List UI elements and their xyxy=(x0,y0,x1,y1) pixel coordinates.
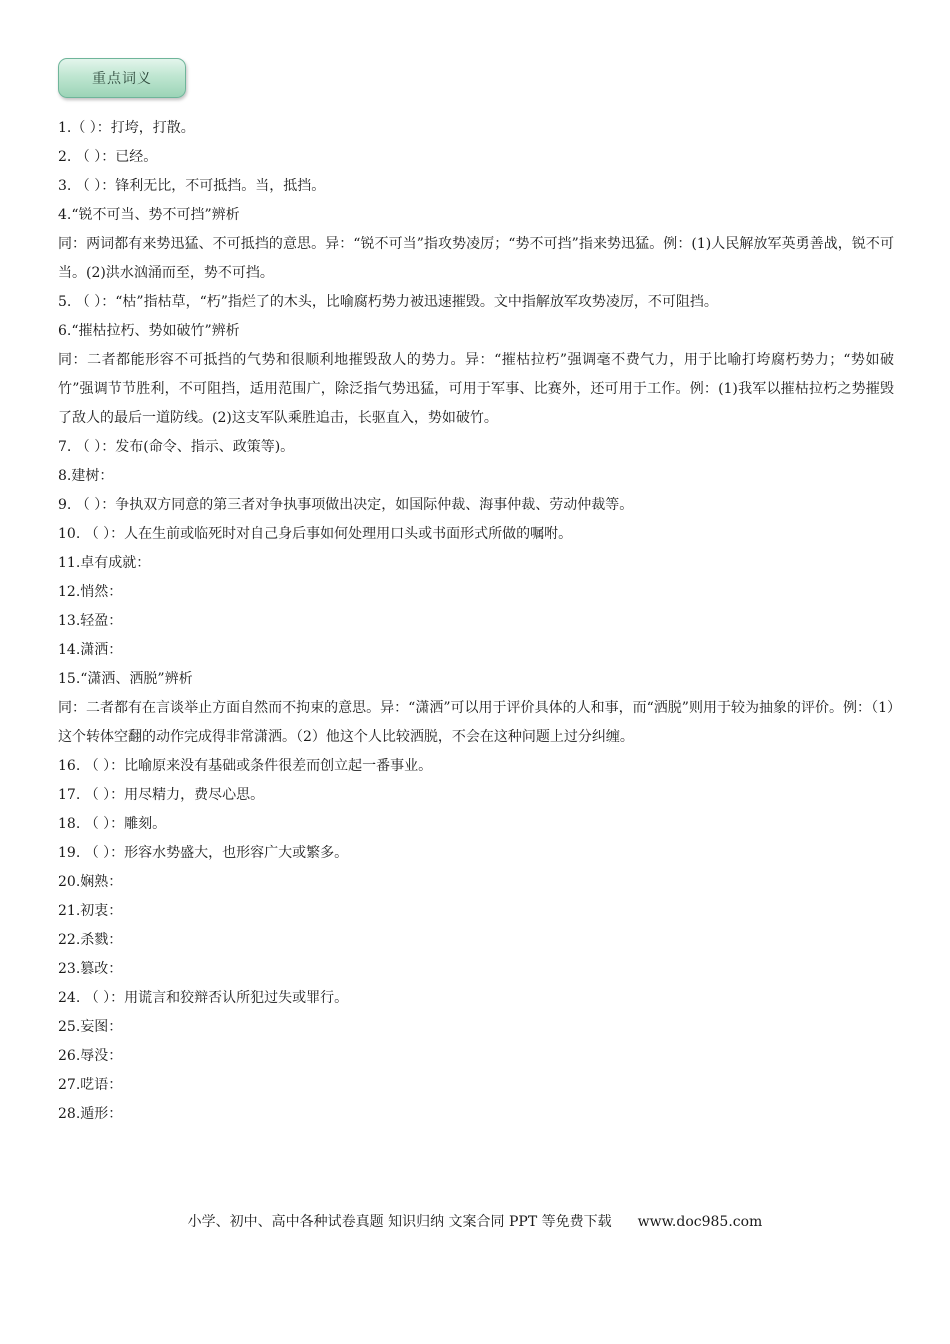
section-badge-label: 重点词义 xyxy=(92,71,152,87)
list-item: 6.“摧枯拉朽、势如破竹”辨析 xyxy=(58,323,240,339)
paragraph-item: 同：二者都有在言谈举止方面自然而不拘束的意思。异：“潇洒”可以用于评价具体的人和事，而“洒脱”则用于较为抽象的评价。例：（1）这个转体空翻的动作完成得非常潇洒。（2）他这个人比较洒脱，不会在这种问题上过分纠缠。 xyxy=(58,700,894,745)
footer-text: 小学、初中、高中各种试卷真题 知识归纳 文案合同 PPT 等免费下载 xyxy=(187,1214,612,1230)
list-item: 1.（ ）：打垮，打散。 xyxy=(58,120,195,136)
list-item: 8.建树： xyxy=(58,468,114,484)
page-footer xyxy=(0,1211,950,1233)
list-item: 17. （ ）：用尽精力，费尽心思。 xyxy=(58,787,265,803)
list-item: 25.妄图： xyxy=(58,1019,123,1035)
list-item: 4.“锐不可当、势不可挡”辨析 xyxy=(58,207,240,223)
paragraph-item: 同：二者都能形容不可抵挡的气势和很顺利地摧毁敌人的势力。异：“摧枯拉朽”强调毫不费气力，用于比喻打垮腐朽势力；“势如破竹”强调节节胜利，不可阻挡，适用范围广，除泛指气势迅猛，可用于军事、比赛外，还可用于工作。例：(1)我军以摧枯拉朽之势摧毁了敌人的最后一道防线。(2)这支军队乘胜追击，长驱直入，势如破竹。 xyxy=(58,352,894,426)
list-item: 2. （ ）：已经。 xyxy=(58,149,158,165)
list-item: 14.潇洒： xyxy=(58,642,123,658)
list-item: 16. （ ）：比喻原来没有基础或条件很差而创立起一番事业。 xyxy=(58,758,433,774)
list-item: 11.卓有成就： xyxy=(58,555,151,571)
list-item: 18. （ ）：雕刻。 xyxy=(58,816,167,832)
list-item: 22.杀戮： xyxy=(58,932,123,948)
list-item: 24. （ ）：用谎言和狡辩否认所犯过失或罪行。 xyxy=(58,990,349,1006)
section-badge xyxy=(58,58,186,98)
list-item: 20.娴熟： xyxy=(58,874,123,890)
vocabulary-list xyxy=(58,114,894,1129)
list-item: 15.“潇洒、洒脱”辨析 xyxy=(58,671,193,687)
list-item: 28.遁形： xyxy=(58,1106,123,1122)
list-item: 10. （ ）：人在生前或临死时对自己身后事如何处理用口头或书面形式所做的嘱咐。 xyxy=(58,526,573,542)
list-item: 23.篡改： xyxy=(58,961,123,977)
list-item: 21.初衷： xyxy=(58,903,123,919)
paragraph-item: 同：两词都有来势迅猛、不可抵挡的意思。异：“锐不可当”指攻势凌厉；“势不可挡”指来势迅猛。例：(1)人民解放军英勇善战，锐不可当。(2)洪水汹涌而至，势不可挡。 xyxy=(58,236,894,281)
list-item: 26.辱没： xyxy=(58,1048,123,1064)
paragraph-item: 5. （ ）：“枯”指枯草，“朽”指烂了的木头，比喻腐朽势力被迅速摧毁。文中指解放军攻势凌厉，不可阻挡。 xyxy=(58,294,718,310)
footer-site-link[interactable]: www.doc985.com xyxy=(637,1214,763,1230)
list-item: 9. （ ）：争执双方同意的第三者对争执事项做出决定，如国际仲裁、海事仲裁、劳动仲裁等。 xyxy=(58,497,634,513)
list-item: 19. （ ）：形容水势盛大，也形容广大或繁多。 xyxy=(58,845,349,861)
list-item: 12.悄然： xyxy=(58,584,123,600)
list-item: 3. （ ）：锋利无比，不可抵挡。当，抵挡。 xyxy=(58,178,326,194)
list-item: 27.呓语： xyxy=(58,1077,123,1093)
list-item: 7. （ ）：发布(命令、指示、政策等)。 xyxy=(58,439,295,455)
list-item: 13.轻盈： xyxy=(58,613,123,629)
